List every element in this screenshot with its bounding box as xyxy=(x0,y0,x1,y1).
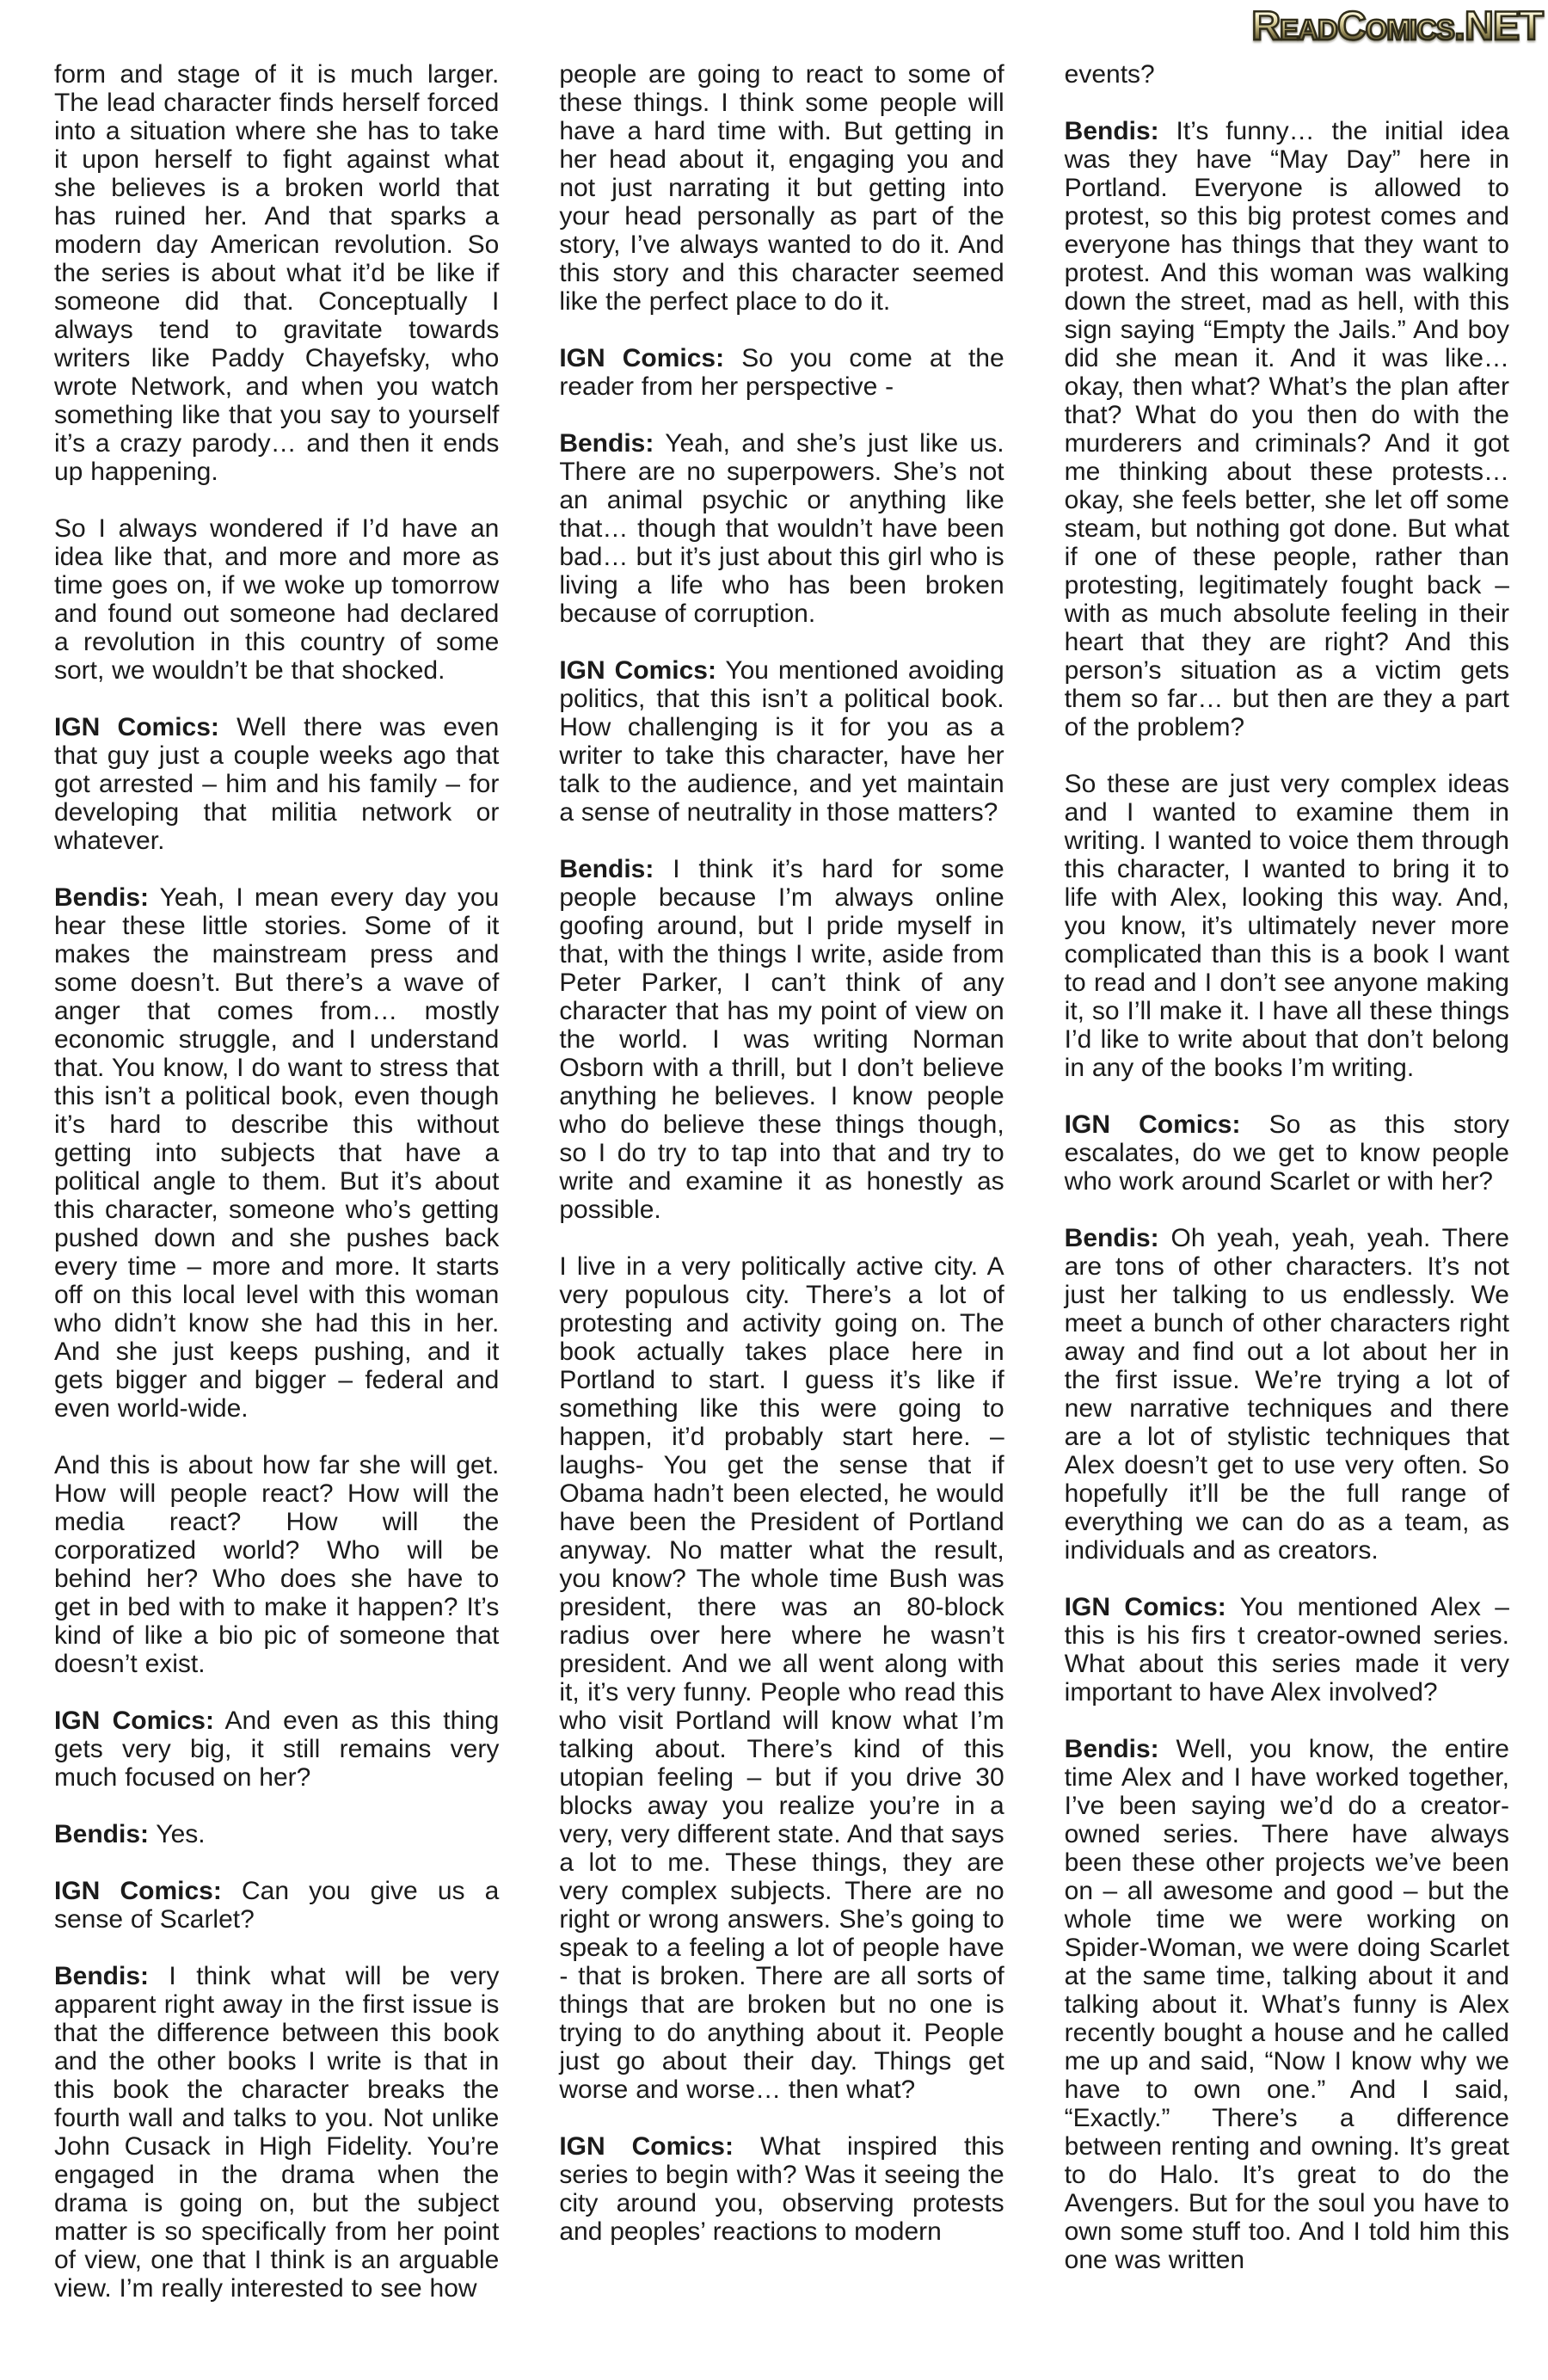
paragraph: Bendis: Oh yeah, yeah, yeah. There are tons of other characters. It’s not just her talking to us endlessly. We meet a bunch of other characters right away and find out a lot about her in the first issue. We’re trying a lot of new narrative techniques and there are a lot of stylistic techniques that Alex doesn’t get to use very often. So hopefully it’ll be the full range of everything we can do as a team, as individuals and as creators. xyxy=(1064,1224,1509,1565)
paragraph: Bendis: It’s funny… the initial idea was they have “May Day” here in Portland. Everyone is allowed to protest, so this big protest comes and everyone has things that they want to protest. And this woman was walking down the street, mad as hell, with this sign saying “Empty the Jails.” And boy did she mean it. And it was like… okay, then what? What’s the plan after that? What do you then do with the murderers and criminals? And it got me thinking about these protests… okay, she feels better, she let off some steam, but nothing got done. But what if one of these people, rather than protesting, legitimately fought back – with as much absolute feeling in their heart that they are right? And this person’s situation as a victim gets them so far… but then are they a part of the problem? xyxy=(1064,117,1509,741)
speaker-label: Bendis: xyxy=(559,429,654,458)
speaker-label: Bendis: xyxy=(54,1962,150,1990)
speaker-label: IGN Comics: xyxy=(54,1877,222,1905)
speaker-label: IGN Comics: xyxy=(1064,1110,1241,1139)
speaker-label: Bendis: xyxy=(1064,117,1159,145)
readcomics-watermark-logo: ReadComics.NET xyxy=(1251,3,1543,48)
speaker-label: IGN Comics: xyxy=(1064,1593,1226,1621)
paragraph: IGN Comics: And even as this thing gets very big, it still remains very much focused on her? xyxy=(54,1707,500,1792)
paragraph: So these are just very complex ideas and I wanted to examine them in writing. I wanted to voice them through this character, I wanted to bring it to life with Alex, looking this way. And, you know, it’s ultimately never more complicated than this is a book I want to read and I don’t see anyone making it, so I’ll make it. I have all these things I’d like to write about that don’t belong in any of the books I’m writing. xyxy=(1064,770,1509,1082)
speaker-label: Bendis: xyxy=(54,1820,150,1848)
paragraph: Bendis: I think what will be very apparent right away in the first issue is that the difference between this book and the other books I write is that in this book the character breaks the fourth wall and talks to you. Not unlike John Cusack in High Fidelity. You’re engaged in the drama when the drama is going on, but the subject matter is so specifically from her point of view, one that I think is an arguable view. I’m really interested to see how xyxy=(54,1962,500,2303)
column-3 xyxy=(1065,60,1509,2303)
paragraph: Bendis: Well, you know, the entire time Alex and I have worked together, I’ve been saying we’d do a creator-owned series. There have always been these other projects we’ve been on – all awesome and good – but the whole time we were working on Spider-Woman, we were doing Scarlet at the same time, talking about it and talking about it. What’s funny is Alex recently bought a house and he called me up and said, “Now I know why we have to own one.” And I said, “Exactly.” There’s a difference between renting and owning. It’s great to do Halo. It’s great to do the Avengers. But for the soul you have to own some stuff too. And I told him this one was written xyxy=(1064,1735,1509,2274)
paragraph: Bendis: I think it’s hard for some people because I’m always online goofing around, but I pride myself in that, with the things I write, aside from Peter Parker, I can’t think of any character that has my point of view on the world. I was writing Norman Osborn with a thrill, but I don’t believe anything he believes. I know people who do believe these things though, so I do try to tap into that and try to write and examine it as honestly as possible. xyxy=(559,855,1004,1224)
speaker-label: IGN Comics: xyxy=(54,713,219,741)
paragraph: So I always wondered if I’d have an idea like that, and more and more as time goes on, if we woke up tomorrow and found out someone had declared a revolution in this country of some sort, we wouldn’t be that shocked. xyxy=(54,514,500,685)
speaker-label: Bendis: xyxy=(1064,1224,1159,1252)
paragraph: IGN Comics: What inspired this series to begin with? Was it seeing the city around you, observing protests and peoples’ reactions to modern xyxy=(559,2132,1004,2246)
column-2 xyxy=(559,60,1004,2303)
paragraph: events? xyxy=(1064,60,1155,89)
paragraph: IGN Comics: Can you give us a sense of Scarlet? xyxy=(54,1877,500,1934)
paragraph: Bendis: Yeah, and she’s just like us. There are no superpowers. She’s not an animal psychic or anything like that… though that wouldn’t have been bad… but it’s just about this girl who is living a life who has been broken because of corruption. xyxy=(559,429,1004,628)
speaker-label: IGN Comics: xyxy=(559,656,716,685)
article-columns xyxy=(54,60,1509,2303)
speaker-label: Bendis: xyxy=(559,855,654,883)
speaker-label: IGN Comics: xyxy=(54,1707,214,1735)
paragraph: IGN Comics: Well there was even that guy just a couple weeks ago that got arrested – him and his family – for developing that militia network or whatever. xyxy=(54,713,500,855)
speaker-label: IGN Comics: xyxy=(559,2132,734,2161)
paragraph: Bendis: Yeah, I mean every day you hear these little stories. Some of it makes the mainstream press and some doesn’t. But there’s a wave of anger that comes from… mostly economic struggle, and I understand that. You know, I do want to stress that this isn’t a political book, even though it’s hard to describe this without getting into subjects that have a political angle to them. But it’s about this character, someone who’s getting pushed down and she pushes back every time – more and more. It starts off on this local level with this woman who didn’t know she had this in her. And she just keeps pushing, and it gets bigger and bigger – federal and even world-wide. xyxy=(54,883,500,1423)
speaker-label: Bendis: xyxy=(1064,1735,1159,1763)
speaker-label: Bendis: xyxy=(54,883,150,912)
paragraph: form and stage of it is much larger. The lead character finds herself forced into a situation where she has to take it upon herself to fight against what she believes is a broken world that has ruined her. And that sparks a modern day American revolution. So the series is about what it’d be like if someone did that. Conceptually I always tend to gravitate towards writers like Paddy Chayefsky, who wrote Network, and when you watch something like that you say to yourself it’s a crazy parody… and then it ends up happening. xyxy=(54,60,500,486)
paragraph: And this is about how far she will get. How will people react? How will the media react? How will the corporatized world? Who will be behind her? Who does she have to get in bed with to make it happen? It’s kind of like a bio pic of someone that doesn’t exist. xyxy=(54,1451,500,1678)
paragraph: I live in a very politically active city. A very populous city. There’s a lot of protesting and activity going on. The book actually takes place here in Portland to start. I guess it’s like if something like this were going to happen, it’d probably start here. –laughs- You get the sense that if Obama hadn’t been elected, he would have been the President of Portland anyway. No matter what the result, you know? The whole time Bush was president, there was an 80-block radius over here where he wasn’t president. And we all went along with it, it’s very funny. People who read this who visit Portland will know what I’m talking about. There’s kind of this utopian feeling – but if you drive 30 blocks away you realize you’re in a very, very different state. And that says a lot to me. These things, they are very complex subjects. There are no right or wrong answers. She’s going to speak to a feeling a lot of people have - that is broken. There are all sorts of things that are broken but no one is trying to do anything about it. People just go about their day. Things get worse and worse… then what? xyxy=(559,1252,1004,2104)
paragraph: IGN Comics: You mentioned Alex – this is his firs t creator-owned series. What about this series made it very important to have Alex involved? xyxy=(1064,1593,1509,1707)
paragraph: people are going to react to some of these things. I think some people will have a hard time with. But getting in her head about it, engaging you and not just narrating it but getting into your head personally as part of the story, I’ve always wanted to do it. And this story and this character seemed like the perfect place to do it. xyxy=(559,60,1004,316)
paragraph: Bendis: Yes. xyxy=(54,1820,206,1848)
paragraph: IGN Comics: So as this story escalates, do we get to know people who work around Scarlet or with her? xyxy=(1064,1110,1509,1196)
paragraph: IGN Comics: So you come at the reader from her perspective - xyxy=(559,344,1004,401)
column-1 xyxy=(54,60,499,2303)
paragraph: IGN Comics: You mentioned avoiding politics, that this isn’t a political book. How challenging is it for you as a writer to take this character, have her talk to the audience, and yet maintain a sense of neutrality in those matters? xyxy=(559,656,1004,827)
speaker-label: IGN Comics: xyxy=(559,344,725,372)
